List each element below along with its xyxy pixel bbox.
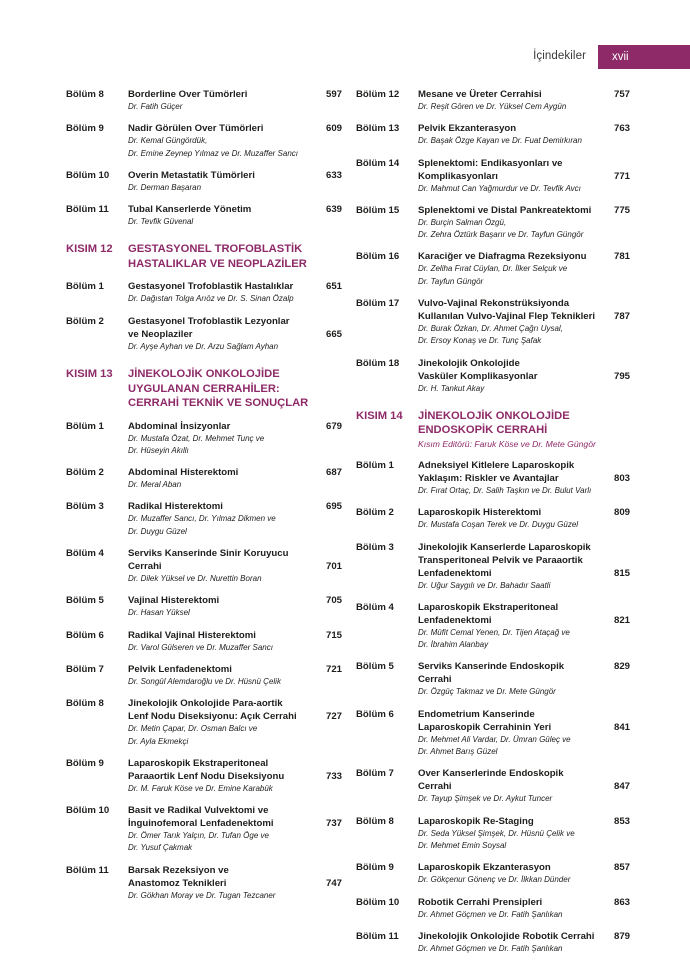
- part-body: [128, 242, 342, 271]
- toc-entry: [66, 280, 342, 305]
- chapter-authors-line: Dr. Kemal Güngördük,: [128, 136, 208, 146]
- toc-entry: [66, 663, 342, 688]
- chapter-label: Bölüm 11: [66, 864, 109, 876]
- chapter-title-line: Barsak Rezeksiyon ve: [128, 864, 229, 876]
- chapter-body: [128, 804, 342, 855]
- chapter-authors-line: Dr. Özgüç Takmaz ve Dr. Mete Güngör: [418, 687, 556, 697]
- chapter-label: Bölüm 4: [66, 548, 104, 560]
- chapter-body: [418, 88, 630, 113]
- chapter-body: [418, 541, 630, 592]
- chapter-label: Bölüm 9: [356, 862, 394, 874]
- part-body: [128, 367, 342, 411]
- chapter-authors-line: Dr. Seda Yüksel Şimşek, Dr. Hüsnü Çelik ve: [418, 828, 575, 838]
- part-title-line: ENDOSKOPİK CERRAHİ: [418, 424, 548, 437]
- toc-entry: [356, 122, 630, 147]
- part-label: KISIM 13: [66, 368, 113, 381]
- chapter-title-line: Serviks Kanserinde Endoskopik Cerrahi: [418, 661, 565, 686]
- chapter-authors-line: Dr. Gökhan Moray ve Dr. Tugan Tezcaner: [128, 890, 276, 900]
- toc-entry: [356, 541, 630, 592]
- chapter-label: Bölüm 2: [356, 507, 394, 519]
- toc-entry: [356, 506, 630, 531]
- chapter-body: [418, 157, 630, 195]
- chapter-body: [418, 250, 630, 288]
- chapter-authors-line: Dr. Mehmet Emin Soysal: [418, 840, 507, 850]
- part-title-line: HASTALIKLAR VE NEOPLAZİLER: [128, 257, 307, 270]
- part-title-line: CERRAHİ TEKNİK VE SONUÇLAR: [128, 397, 309, 410]
- page-number: 651: [325, 281, 342, 293]
- toc-entry: [356, 767, 630, 805]
- chapter-body: [418, 204, 630, 242]
- chapter-title-line: Radikal Histerektomi: [128, 501, 223, 513]
- chapter-body: [128, 663, 342, 688]
- chapter-body: [128, 697, 342, 748]
- page-number: 597: [325, 89, 342, 100]
- toc-entry: [356, 357, 630, 395]
- chapter-title-line: Pelvik Ekzanterasyon: [418, 123, 517, 135]
- chapter-body: [418, 297, 630, 348]
- page-number: 705: [325, 595, 342, 607]
- toc-entry: [66, 169, 342, 194]
- toc-entry: [66, 864, 342, 902]
- chapter-body: [418, 767, 630, 805]
- chapter-authors-line: Dr. Burak Özkan, Dr. Ahmet Çağrı Uysal,: [418, 324, 563, 334]
- chapter-title-line: Laparoskopik Ekzanterasyon: [418, 862, 551, 874]
- chapter-label: Bölüm 3: [66, 501, 104, 513]
- chapter-title-line: Jinekolojik Onkolojide Robotik Cerrahi: [418, 930, 595, 942]
- part-body: [418, 409, 630, 450]
- toc-entry: [66, 629, 342, 654]
- chapter-label: Bölüm 7: [356, 768, 394, 780]
- page-number: 695: [325, 501, 342, 513]
- part-title-line: JİNEKOLOJİK ONKOLOJİDE: [128, 368, 280, 381]
- part-title-line: UYGULANAN CERRAHİLER:: [128, 382, 280, 395]
- chapter-title-line: Laparoskopik Re-Staging: [418, 815, 534, 827]
- chapter-title-line: Gestasyonel Trofoblastik Lezyonlar: [128, 315, 290, 327]
- chapter-authors-line: Dr. H. Tankut Akay: [418, 383, 485, 393]
- part-title-line: JİNEKOLOJİK ONKOLOJİDE: [418, 409, 570, 422]
- chapter-title-line: Serviks Kanserinde Sinir Koruyucu: [128, 548, 289, 560]
- page-number: 829: [613, 661, 630, 673]
- page-number: 609: [325, 123, 342, 135]
- toc-entry: [66, 315, 342, 353]
- chapter-title-line: Jinekolojik Kanserlerde Laparoskopik: [418, 541, 591, 553]
- part-heading: [66, 242, 342, 271]
- page-number: 879: [613, 930, 630, 942]
- chapter-authors-line: Dr. M. Faruk Köse ve Dr. Emine Karabük: [128, 783, 273, 793]
- page-number: 639: [325, 204, 342, 216]
- chapter-body: [418, 708, 630, 759]
- page-number: 771: [613, 170, 630, 182]
- page-number: 787: [613, 311, 630, 323]
- chapter-authors-line: Dr. Emine Zeynep Yılmaz ve Dr. Muzaffer Sancı: [128, 148, 298, 158]
- toc-column-left: [66, 88, 342, 911]
- chapter-body: [418, 357, 630, 395]
- chapter-title-line: Jinekolojik Onkolojide Para-aortik: [128, 698, 283, 710]
- page-number: 863: [613, 896, 630, 908]
- toc-entry: [66, 466, 342, 491]
- chapter-title-line: Komplikasyonları: [418, 170, 498, 182]
- chapter-label: Bölüm 4: [356, 601, 394, 613]
- page-number: 665: [325, 328, 342, 340]
- chapter-body: [128, 466, 342, 491]
- toc-entry: [356, 250, 630, 288]
- chapter-authors-line: Dr. Burçin Salman Özgü,: [418, 217, 507, 227]
- chapter-title-line: Vulvo-Vajinal Rekonstrüksiyonda: [418, 298, 570, 310]
- toc-entry: [66, 500, 342, 538]
- chapter-label: Bölüm 8: [356, 815, 394, 827]
- chapter-authors-line: Dr. Songül Alemdaroğlu ve Dr. Hüsnü Çelik: [128, 676, 281, 686]
- chapter-title-line: Vasküler Komplikasyonlar: [418, 370, 538, 382]
- chapter-body: [128, 629, 342, 654]
- toc-column-right: [356, 88, 630, 964]
- page-number-tab: xvii: [598, 45, 690, 69]
- chapter-authors-line: Dr. Yusuf Çakmak: [128, 843, 193, 853]
- chapter-authors-line: Dr. İbrahim Alanbay: [418, 640, 489, 650]
- part-label: KISIM 12: [66, 243, 113, 256]
- chapter-label: Bölüm 13: [356, 123, 400, 135]
- chapter-authors-line: Dr. Zehra Öztürk Başarır ve Dr. Tayfun Güngör: [418, 230, 584, 240]
- toc-entry: [66, 757, 342, 795]
- chapter-title-line: Overin Metastatik Tümörleri: [128, 169, 255, 181]
- toc-entry: [66, 594, 342, 619]
- part-title-line: GESTASYONEL TROFOBLASTİK: [128, 243, 303, 256]
- page-number: 757: [613, 89, 630, 100]
- chapter-authors-line: Dr. Ahmet Göçmen ve Dr. Fatih Şanlıkan: [418, 909, 563, 919]
- chapter-authors-line: Dr. Ahmet Göçmen ve Dr. Fatih Şanlıkan: [418, 943, 563, 953]
- chapter-title-line: Laparoskopik Histerektomi: [418, 507, 542, 519]
- chapter-label: Bölüm 3: [356, 541, 394, 553]
- toc-entry: [66, 804, 342, 855]
- toc-entry: [66, 697, 342, 748]
- chapter-title-line: Splenektomi ve Distal Pankreatektomi: [418, 204, 592, 216]
- chapter-body: [418, 122, 630, 147]
- chapter-label: Bölüm 15: [356, 204, 400, 216]
- toc-entry: [356, 930, 630, 955]
- chapter-title-line: Karaciğer ve Diafragma Rezeksiyonu: [418, 251, 587, 263]
- chapter-authors-line: Dr. Fatih Güçer: [128, 102, 183, 111]
- toc-entry: [356, 815, 630, 853]
- chapter-title-line: Laparoskopik Cerrahinin Yeri: [418, 721, 552, 733]
- chapter-body: [128, 547, 342, 585]
- page-number: 809: [613, 507, 630, 519]
- part-heading: [66, 367, 342, 411]
- chapter-authors-line: Dr. Ersoy Konaş ve Dr. Tunç Şafak: [418, 336, 542, 346]
- page-number: 679: [325, 420, 342, 432]
- page-number: 795: [613, 370, 630, 382]
- chapter-title-line: Lenf Nodu Diseksiyonu: Açık Cerrahi: [128, 711, 297, 723]
- chapter-body: [418, 506, 630, 531]
- chapter-body: [418, 861, 630, 886]
- toc-entry: [356, 157, 630, 195]
- page-number: 687: [325, 467, 342, 479]
- chapter-body: [128, 420, 342, 458]
- chapter-body: [128, 500, 342, 538]
- chapter-body: [128, 280, 342, 305]
- page-number: 715: [325, 629, 342, 641]
- chapter-label: Bölüm 5: [66, 595, 104, 607]
- chapter-authors-line: Dr. Tayup Şimşek ve Dr. Aykut Tuncer: [418, 794, 553, 804]
- chapter-title-line: Splenektomi: Endikasyonları ve: [418, 157, 563, 169]
- chapter-body: [128, 594, 342, 619]
- chapter-title-line: Yaklaşım: Riskler ve Avantajlar: [418, 472, 559, 484]
- chapter-authors-line: Dr. Gökçenur Gönenç ve Dr. İlkkan Dünder: [418, 875, 571, 885]
- chapter-authors-line: Dr. Ayşe Ayhan ve Dr. Arzu Sağlam Ayhan: [128, 341, 279, 351]
- chapter-title-line: Cerrahi: [418, 781, 452, 793]
- chapter-label: Bölüm 2: [66, 467, 104, 479]
- toc-entry: [356, 459, 630, 497]
- chapter-authors-line: Dr. Ayla Ekmekçi: [128, 736, 189, 746]
- chapter-title-line: Laparoskopik Ekstraperitoneal: [418, 601, 559, 613]
- chapter-authors-line: Dr. Dağıstan Tolga Arıöz ve Dr. S. Sinan Özalp: [128, 294, 294, 304]
- chapter-title-line: Tubal Kanserlerde Yönetim: [128, 204, 252, 216]
- chapter-title-line: Transperitoneal Pelvik ve Paraaortik: [418, 554, 583, 566]
- toc-entry: [66, 203, 342, 228]
- chapter-title-line: Pelvik Lenfadenektomi: [128, 663, 232, 675]
- part-editor: Kısım Editörü: Faruk Köse ve Dr. Mete Güngör: [418, 438, 596, 449]
- chapter-label: Bölüm 7: [66, 663, 104, 675]
- chapter-title-line: Nadir Görülen Over Tümörleri: [128, 123, 264, 135]
- chapter-body: [418, 896, 630, 921]
- chapter-title-line: Basit ve Radikal Vulvektomi ve: [128, 805, 269, 817]
- chapter-label: Bölüm 9: [66, 757, 104, 769]
- chapter-authors-line: Dr. Hasan Yüksel: [128, 608, 190, 618]
- chapter-label: Bölüm 16: [356, 251, 400, 263]
- chapter-label: Bölüm 11: [66, 204, 109, 216]
- toc-entry: [356, 708, 630, 759]
- chapter-authors-line: Dr. Derman Başaran: [128, 182, 202, 192]
- toc-entry: [356, 204, 630, 242]
- page-number: 721: [325, 663, 342, 675]
- chapter-body: [128, 757, 342, 795]
- page-number: 737: [325, 818, 342, 830]
- chapter-title-line: Jinekolojik Onkolojide: [418, 357, 520, 369]
- chapter-title-line: Abdominal İnsizyonlar: [128, 420, 231, 432]
- chapter-title-line: Lenfadenektomi: [418, 614, 492, 626]
- chapter-title-line: Robotik Cerrahi Prensipleri: [418, 896, 543, 908]
- chapter-label: Bölüm 5: [356, 661, 394, 673]
- chapter-title-line: İnguinofemoral Lenfadenektomi: [128, 818, 274, 830]
- toc-entry: [356, 896, 630, 921]
- chapter-authors-line: Dr. Ömer Tarık Yalçın, Dr. Tufan Öge ve: [128, 831, 269, 841]
- chapter-body: [128, 203, 342, 228]
- chapter-label: Bölüm 1: [356, 459, 394, 471]
- chapter-title-line: ve Neoplaziler: [128, 328, 193, 340]
- chapter-authors-line: Dr. Ahmet Barış Güzel: [418, 747, 498, 757]
- chapter-body: [128, 169, 342, 194]
- chapter-title-line: Borderline Over Tümörleri: [128, 89, 248, 100]
- chapter-authors-line: Dr. Muzaffer Sancı, Dr. Yılmaz Dikmen ve: [128, 514, 276, 524]
- chapter-label: Bölüm 6: [66, 629, 104, 641]
- toc-entry: [356, 861, 630, 886]
- toc-entry: [356, 88, 630, 113]
- chapter-title-line: Lenfadenektomi: [418, 567, 492, 579]
- chapter-label: Bölüm 17: [356, 298, 400, 310]
- chapter-label: Bölüm 10: [356, 896, 400, 908]
- chapter-label: Bölüm 2: [66, 315, 104, 327]
- chapter-authors-line: Dr. Hüseyin Akıllı: [128, 445, 189, 455]
- chapter-title-line: Paraaortik Lenf Nodu Diseksiyonu: [128, 770, 285, 782]
- chapter-body: [128, 315, 342, 353]
- page-number: 733: [325, 770, 342, 782]
- chapter-body: [128, 864, 342, 902]
- chapter-authors-line: Dr. Mehmet Ali Vardar, Dr. Ümran Güleç ve: [418, 734, 571, 744]
- running-header: İçindekiler: [533, 50, 586, 62]
- chapter-label: Bölüm 6: [356, 708, 394, 720]
- chapter-title-line: Radikal Vajinal Histerektomi: [128, 629, 256, 641]
- chapter-body: [128, 88, 342, 113]
- page-number: 775: [613, 204, 630, 216]
- chapter-authors-line: Dr. Duygu Güzel: [128, 526, 187, 536]
- chapter-title-line: Anastomoz Teknikleri: [128, 877, 227, 889]
- page-number: 763: [613, 123, 630, 135]
- chapter-label: Bölüm 1: [66, 420, 104, 432]
- chapter-label: Bölüm 18: [356, 357, 400, 369]
- chapter-authors-line: Dr. Zeliha Fırat Cüylan, Dr. İlker Selçuk ve: [418, 264, 568, 274]
- chapter-authors-line: Dr. Müfit Cemal Yenen, Dr. Tijen Ataçağ ve: [418, 627, 570, 637]
- toc-entry: [356, 660, 630, 698]
- chapter-authors-line: Dr. Tayfun Güngör: [418, 276, 484, 286]
- chapter-body: [418, 660, 630, 698]
- page-number: 847: [613, 781, 630, 793]
- toc-entry: [66, 88, 342, 113]
- chapter-label: Bölüm 1: [66, 281, 104, 293]
- toc-entry: [66, 547, 342, 585]
- part-heading: [356, 409, 630, 450]
- chapter-label: Bölüm 12: [356, 89, 400, 100]
- chapter-authors-line: Dr. Tevfik Güvenal: [128, 217, 194, 227]
- chapter-title-line: Gestasyonel Trofoblastik Hastalıklar: [128, 281, 294, 293]
- part-label: KISIM 14: [356, 409, 403, 422]
- chapter-authors-line: Dr. Metin Çapar, Dr. Osman Balcı ve: [128, 724, 258, 734]
- page-number: 821: [613, 614, 630, 626]
- chapter-label: Bölüm 11: [356, 930, 399, 942]
- chapter-body: [418, 459, 630, 497]
- chapter-body: [418, 930, 630, 955]
- chapter-authors-line: Dr. Mustafa Özat, Dr. Mehmet Tunç ve: [128, 433, 265, 443]
- chapter-title-line: Abdominal Histerektomi: [128, 467, 239, 479]
- toc-entry: [66, 122, 342, 160]
- chapter-title-line: Endometrium Kanserinde: [418, 708, 535, 720]
- chapter-label: Bölüm 10: [66, 169, 110, 181]
- chapter-title-line: Cerrahi: [128, 561, 162, 573]
- chapter-label: Bölüm 8: [66, 698, 104, 710]
- page-number: 857: [613, 862, 630, 874]
- chapter-label: Bölüm 9: [66, 123, 104, 135]
- page-number: 633: [325, 169, 342, 181]
- toc-entry: [356, 297, 630, 348]
- chapter-body: [128, 122, 342, 160]
- chapter-title-line: Laparoskopik Ekstraperitoneal: [128, 757, 269, 769]
- page-number: 747: [325, 877, 342, 889]
- chapter-body: [418, 601, 630, 652]
- page-number: 781: [613, 251, 630, 263]
- page-number: 853: [613, 815, 630, 827]
- chapter-authors-line: Dr. Mahmut Can Yağmurdur ve Dr. Tevfik Avcı: [418, 183, 581, 193]
- toc-entry: [66, 420, 342, 458]
- chapter-authors-line: Dr. Başak Özge Kayan ve Dr. Fuat Demirkıran: [418, 136, 582, 146]
- chapter-body: [418, 815, 630, 853]
- chapter-authors-line: Dr. Uğur Saygılı ve Dr. Bahadır Saatli: [418, 580, 551, 590]
- chapter-title-line: Mesane ve Üreter Cerrahisi: [418, 89, 542, 100]
- chapter-label: Bölüm 8: [66, 89, 104, 100]
- chapter-authors-line: Dr. Dilek Yüksel ve Dr. Nurettin Boran: [128, 574, 262, 584]
- chapter-label: Bölüm 14: [356, 157, 400, 169]
- chapter-authors-line: Dr. Varol Gülseren ve Dr. Muzaffer Sancı: [128, 642, 273, 652]
- chapter-authors-line: Dr. Reşit Gören ve Dr. Yüksel Cem Aygün: [418, 102, 567, 111]
- chapter-title-line: Adneksiyel Kitlelere Laparoskopik: [418, 459, 575, 471]
- page-number: 815: [613, 567, 630, 579]
- toc-entry: [356, 601, 630, 652]
- chapter-title-line: Over Kanserlerinde Endoskopik: [418, 768, 564, 780]
- chapter-authors-line: Dr. Mustafa Coşan Terek ve Dr. Duygu Güzel: [418, 520, 579, 530]
- chapter-label: Bölüm 10: [66, 805, 110, 817]
- page-number: 841: [613, 721, 630, 733]
- page-number: 727: [325, 711, 342, 723]
- chapter-title-line: Kullanılan Vulvo-Vajinal Flep Teknikleri: [418, 311, 595, 323]
- page-number: 803: [613, 472, 630, 484]
- page-number: 701: [325, 561, 342, 573]
- chapter-authors-line: Dr. Fırat Ortaç, Dr. Salih Taşkın ve Dr. Bulut Varlı: [418, 485, 592, 495]
- chapter-authors-line: Dr. Meral Aban: [128, 480, 182, 490]
- chapter-title-line: Vajinal Histerektomi: [128, 595, 220, 607]
